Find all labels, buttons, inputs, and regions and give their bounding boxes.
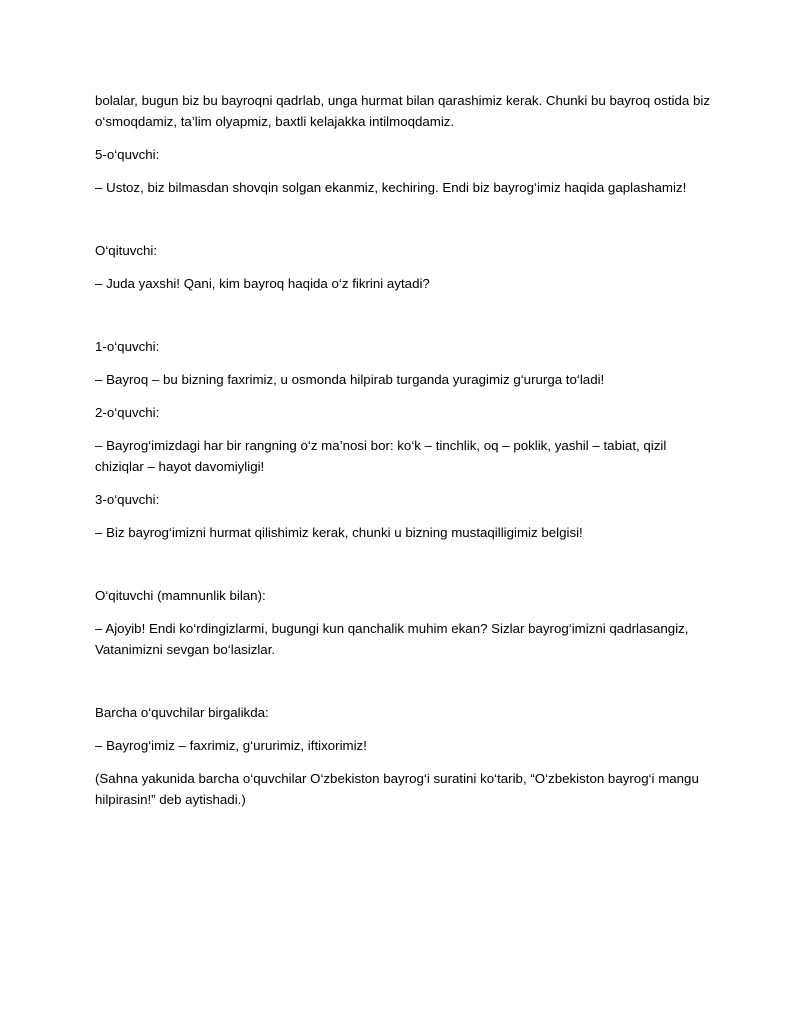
speaker-label: 3-o‘quvchi: bbox=[95, 492, 160, 507]
dialogue-line: – Ajoyib! Endi ko‘rdingizlarmi, bugungi kun qanchalik muhim ekan? Sizlar bayrog‘imizni qadrlasangiz, Vatanimizni sevgan bo‘lasizlar. bbox=[95, 621, 689, 657]
speaker-label: 1-o‘quvchi: bbox=[95, 339, 160, 354]
document-page bbox=[95, 90, 710, 822]
dialogue-line: – Juda yaxshi! Qani, kim bayroq haqida o‘z fikrini aytadi? bbox=[95, 276, 430, 291]
dialogue-line: – Bayrog‘imiz – faxrimiz, g‘ururimiz, iftixorimiz! bbox=[95, 738, 367, 753]
speaker-label: O‘qituvchi: bbox=[95, 243, 158, 258]
dialogue-line: – Ustoz, biz bilmasdan shovqin solgan ekanmiz, kechiring. Endi biz bayrog‘imiz haqida gaplashamiz! bbox=[95, 180, 687, 195]
speaker-label: Barcha o‘quvchilar birgalikda: bbox=[95, 705, 269, 720]
speaker-label: O‘qituvchi (mamnunlik bilan): bbox=[95, 588, 266, 603]
paragraph-intro: bolalar, bugun biz bu bayroqni qadrlab, unga hurmat bilan qarashimiz kerak. Chunki bu bayroq ostida biz o‘smoqdamiz, ta’lim olyapmiz, baxtli kelajakka intilmoqdamiz. bbox=[95, 93, 710, 129]
dialogue-line: – Biz bayrog‘imizni hurmat qilishimiz kerak, chunki u bizning mustaqilligimiz belgisi! bbox=[95, 525, 583, 540]
speaker-label: 5-o‘quvchi: bbox=[95, 147, 160, 162]
dialogue-line: – Bayroq – bu bizning faxrimiz, u osmonda hilpirab turganda yuragimiz g‘ururga to‘ladi! bbox=[95, 372, 605, 387]
dialogue-line: – Bayrog‘imizdagi har bir rangning o‘z ma’nosi bor: ko‘k – tinchlik, oq – poklik, yashil – tabiat, qizil chiziqlar – hayot davomiyligi! bbox=[95, 438, 667, 474]
stage-direction: (Sahna yakunida barcha o‘quvchilar O‘zbekiston bayrog‘i suratini ko‘tarib, “O‘zbekiston bayrog‘i mangu hilpirasin!” deb aytishadi.) bbox=[95, 771, 699, 807]
speaker-label: 2-o‘quvchi: bbox=[95, 405, 160, 420]
